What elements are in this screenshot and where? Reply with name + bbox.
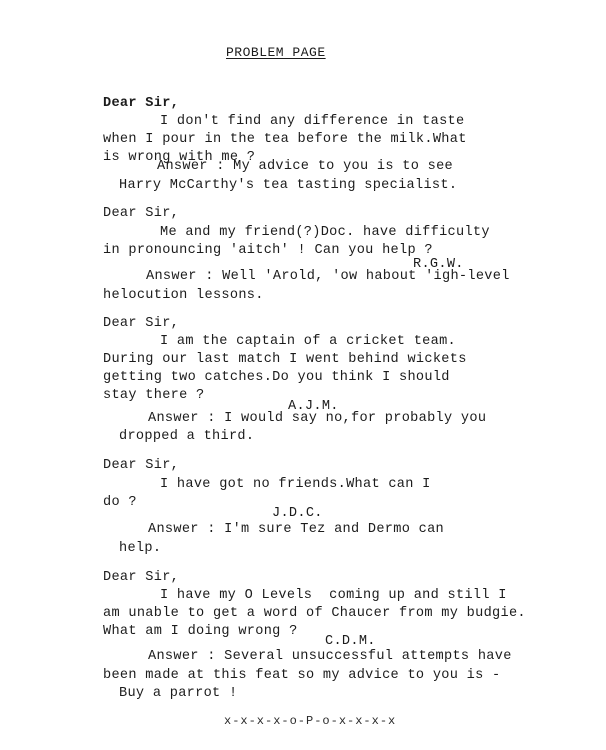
- letter-3-question-line: getting two catches.Do you think I should: [103, 370, 450, 385]
- letter-5-answer-line: Answer : Several unsuccessful attempts have: [148, 649, 512, 664]
- letter-4-answer-line: Answer : I'm sure Tez and Dermo can: [148, 522, 445, 537]
- letter-4-question-line: do ?: [103, 495, 137, 510]
- letter-1-answer-line: Answer : My advice to you is to see: [157, 159, 454, 174]
- letter-1-question-line: I don't find any difference in taste: [160, 114, 465, 129]
- letter-5-question-line: What am I doing wrong ?: [103, 624, 298, 639]
- letter-5-question-line: I have my O Levels coming up and still I: [160, 588, 507, 603]
- letter-2-question-line: in pronouncing 'aitch' ! Can you help ?: [103, 243, 433, 258]
- letter-4-salutation: Dear Sir,: [103, 458, 180, 473]
- letter-3-salutation: Dear Sir,: [103, 316, 180, 331]
- letter-1-question-line: when I pour in the tea before the milk.What: [103, 132, 467, 147]
- letter-1-salutation: Dear Sir,: [103, 96, 180, 111]
- letter-3-answer-line: Answer : I would say no,for probably you: [148, 411, 487, 426]
- page-title: PROBLEM PAGE: [226, 45, 326, 60]
- letter-1-answer-line: Harry McCarthy's tea tasting specialist.: [119, 178, 458, 193]
- footer-divider: x-x-x-x-o-P-o-x-x-x-x: [224, 714, 397, 728]
- letter-4-answer-line: help.: [119, 541, 162, 556]
- letter-2-signature: R.G.W.: [413, 257, 464, 272]
- letter-2-salutation: Dear Sir,: [103, 206, 180, 221]
- letter-3-question-line: During our last match I went behind wickets: [103, 352, 467, 367]
- letter-2-answer-line: Answer : Well 'Arold, 'ow habout 'igh-level: [146, 269, 510, 284]
- letter-5-signature: C.D.M.: [325, 634, 376, 649]
- letter-3-question-line: I am the captain of a cricket team.: [160, 334, 457, 349]
- letter-5-answer-line: been made at this feat so my advice to you is -: [103, 668, 501, 683]
- letter-5-salutation: Dear Sir,: [103, 570, 180, 585]
- letter-3-signature: A.J.M.: [288, 399, 339, 414]
- letter-5-answer-line: Buy a parrot !: [119, 686, 238, 701]
- letter-4-signature: J.D.C.: [272, 506, 323, 521]
- letter-3-question-line: stay there ?: [103, 388, 205, 403]
- letter-3-answer-line: dropped a third.: [119, 429, 255, 444]
- letter-1-question-line: is wrong with me ?: [103, 150, 256, 165]
- letter-2-question-line: Me and my friend(?)Doc. have difficulty: [160, 225, 490, 240]
- letter-2-answer-line: helocution lessons.: [103, 288, 264, 303]
- letter-4-question-line: I have got no friends.What can I: [160, 477, 431, 492]
- letter-5-question-line: am unable to get a word of Chaucer from my budgie.: [103, 606, 526, 621]
